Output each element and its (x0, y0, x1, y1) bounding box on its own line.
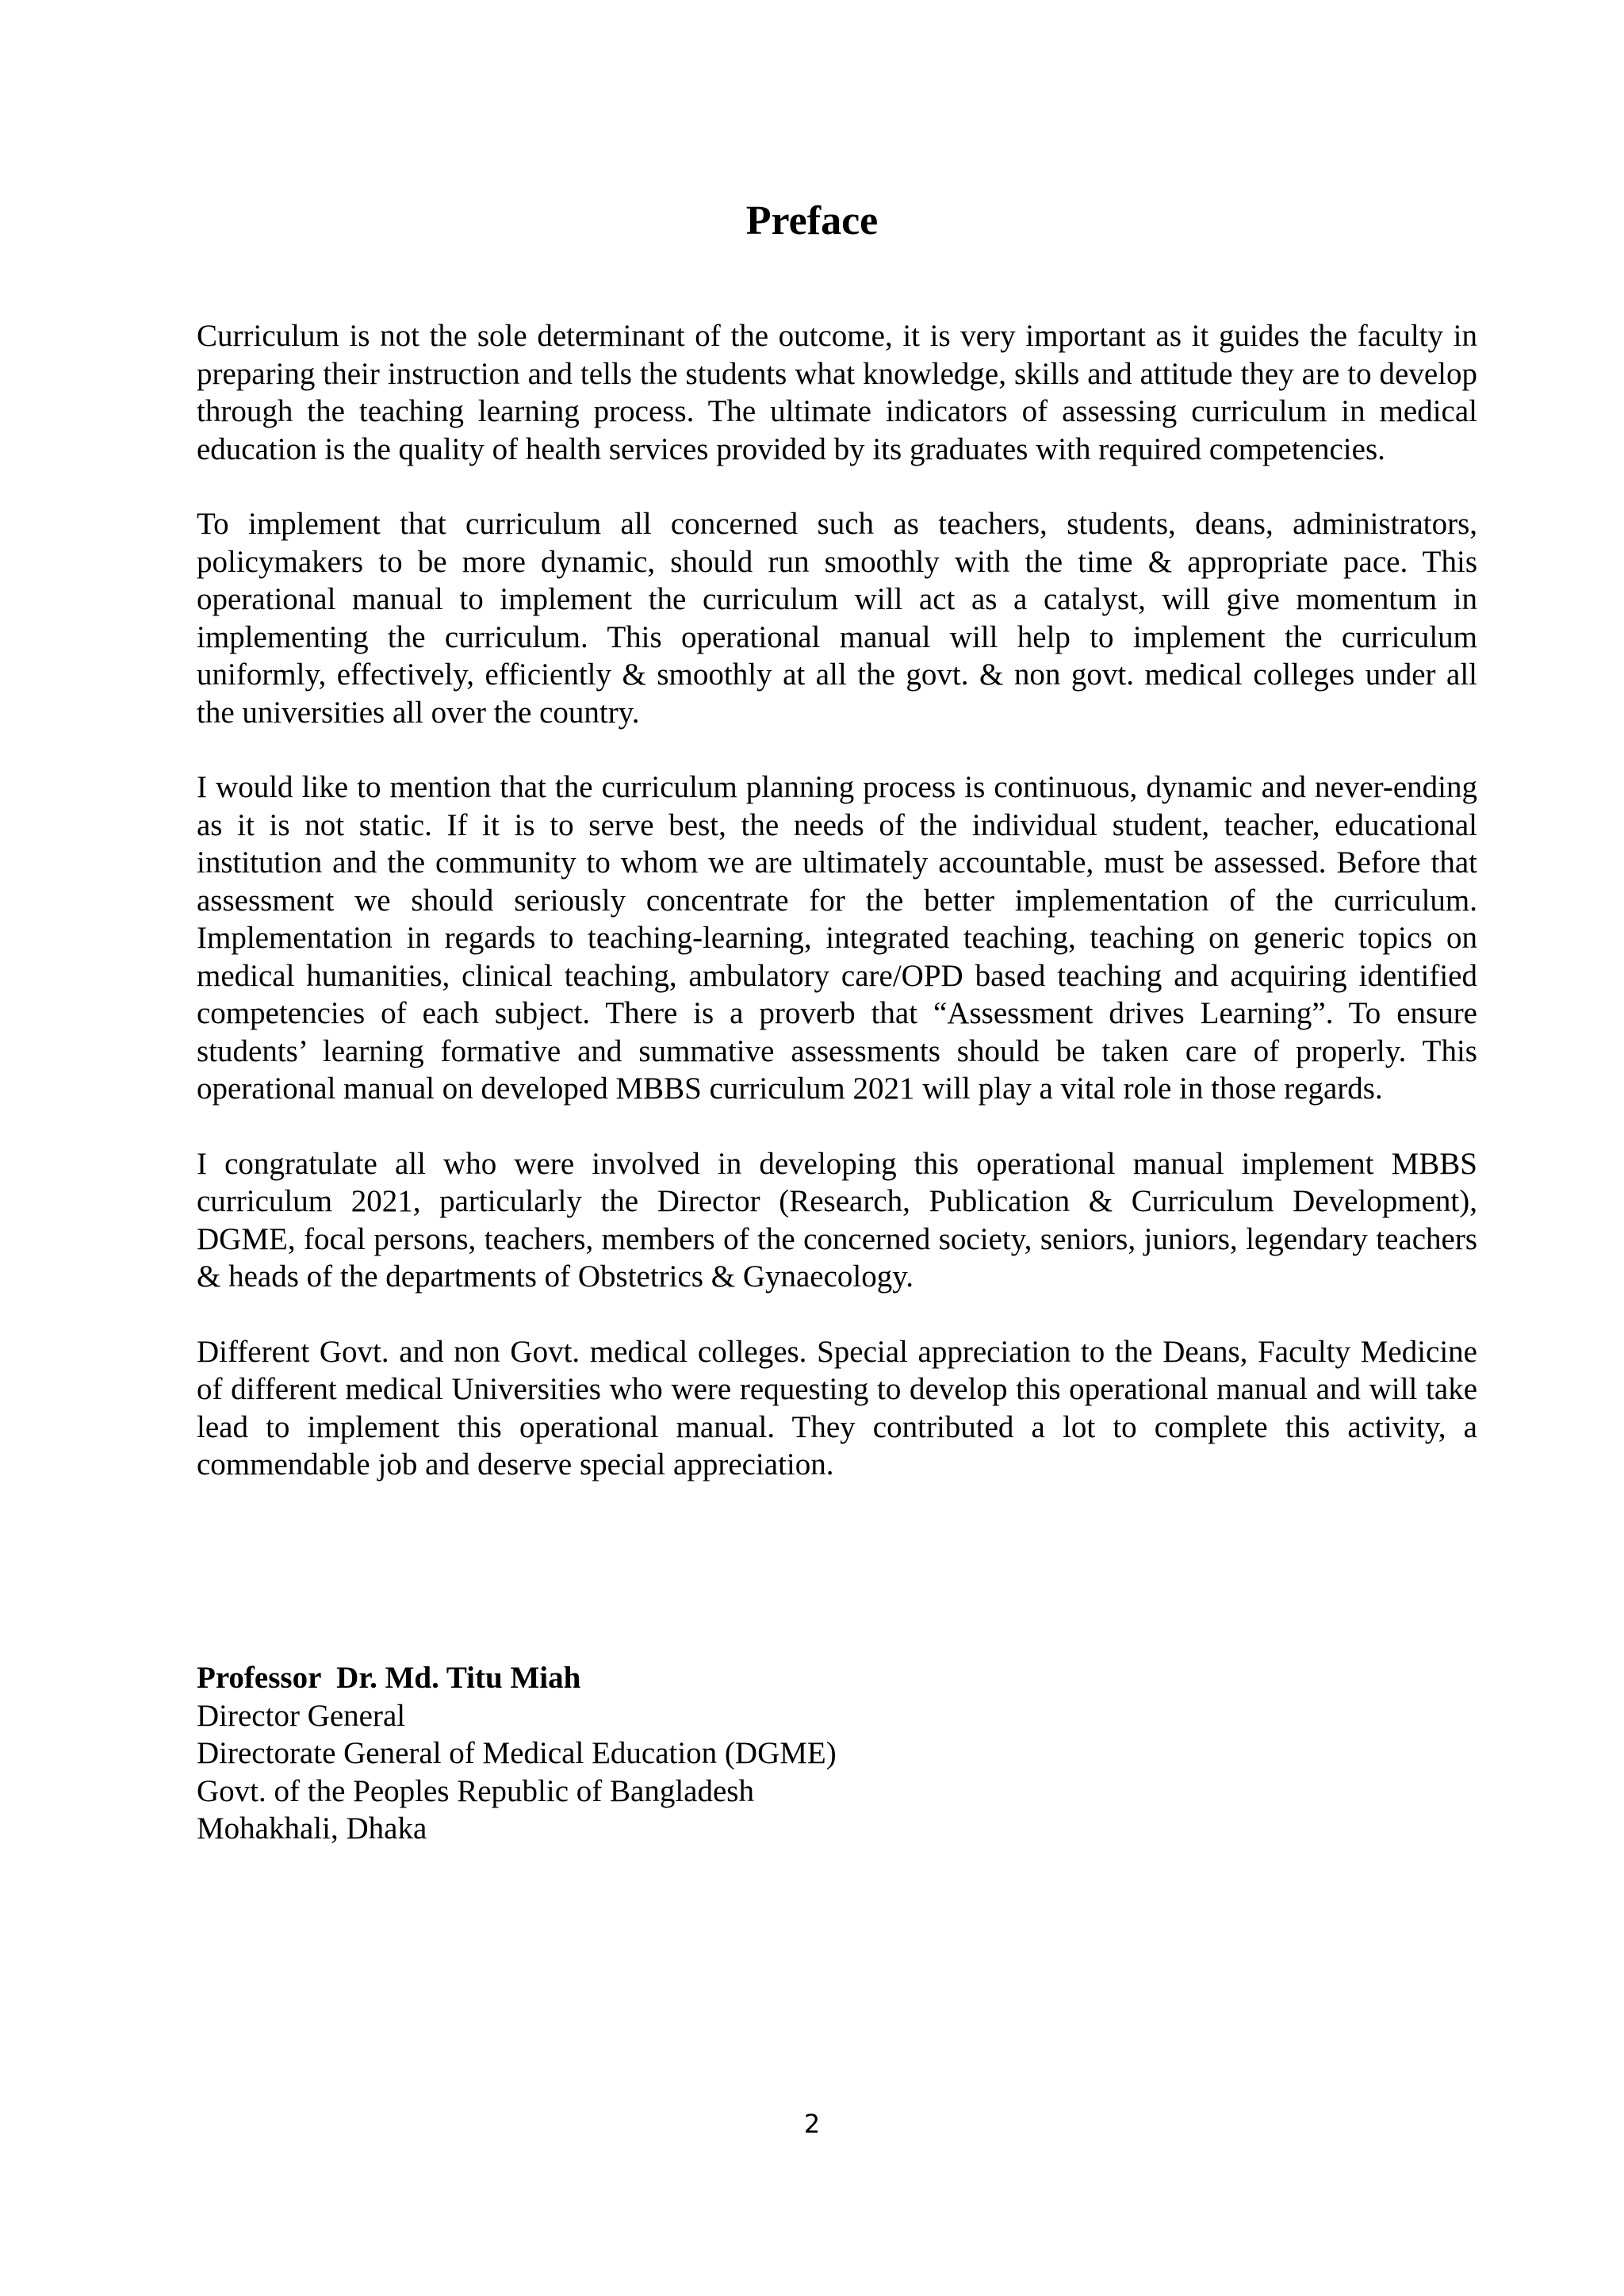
signatory-position: Director General (197, 1698, 406, 1733)
signatory-name: Professor Dr. Md. Titu Miah (197, 1661, 581, 1695)
paragraph-2: To implement that curriculum all concerned such as teachers, students, deans, administrators, policymakers to be more dynamic, should run smoothly with the time & appropriate pace. This operational manual to implement the curriculum will act as a catalyst, will give momentum in implementing the curriculum. This operational manual will help to implement the curriculum uniformly, effectively, efficiently & smoothly at all the govt. & non govt. medical colleges under all the universities all over the country. (197, 507, 1477, 730)
paragraph-1: Curriculum is not the sole determinant of the outcome, it is very important as it guides the faculty in preparing their instruction and tells the students what knowledge, skills and attitude they are to develop through the teaching learning process. The ultimate indicators of assessing curriculum in medical education is the quality of health services provided by its graduates with required competencies. (197, 319, 1477, 466)
page-number: 2 (803, 2109, 821, 2139)
paragraph-4: I congratulate all who were involved in developing this operational manual implement MBBS curriculum 2021, particularly the Director (Research, Publication & Curriculum Development), DGME, focal persons, teachers, members of the concerned society, seniors, juniors, legendary teachers & heads of the departments of Obstetrics & Gynaecology. (197, 1146, 1477, 1294)
signatory-government: Govt. of the Peoples Republic of Bangladesh (197, 1773, 754, 1808)
signatory-organization: Directorate General of Medical Education (DGME) (197, 1736, 837, 1770)
paragraph-5: Different Govt. and non Govt. medical colleges. Special appreciation to the Deans, Faculty Medicine of different medical Universities who were requesting to develop this operational manual and will take lead to implement this operational manual. They contributed a lot to complete this activity, a commendable job and deserve special appreciation. (197, 1334, 1477, 1481)
paragraph-3: I would like to mention that the curriculum planning process is continuous, dynamic and never-ending as it is not static. If it is to serve best, the needs of the individual student, teacher, educational institution and the community to whom we are ultimately accountable, must be assessed. Before that assessment we should seriously concentrate for the better implementation of the curriculum. Implementation in regards to teaching-learning, integrated teaching, teaching on generic topics on medical humanities, clinical teaching, ambulatory care/OPD based teaching and acquiring identified competencies of each subject. There is a proverb that “Assessment drives Learning”. To ensure students’ learning formative and summative assessments should be taken care of properly. This operational manual on developed MBBS curriculum 2021 will play a vital role in those regards. (197, 770, 1477, 1106)
preface-body (197, 317, 1477, 1521)
page-title: Preface (745, 198, 879, 243)
signature-block (197, 1659, 837, 1848)
signatory-location: Mohakhali, Dhaka (197, 1811, 427, 1846)
